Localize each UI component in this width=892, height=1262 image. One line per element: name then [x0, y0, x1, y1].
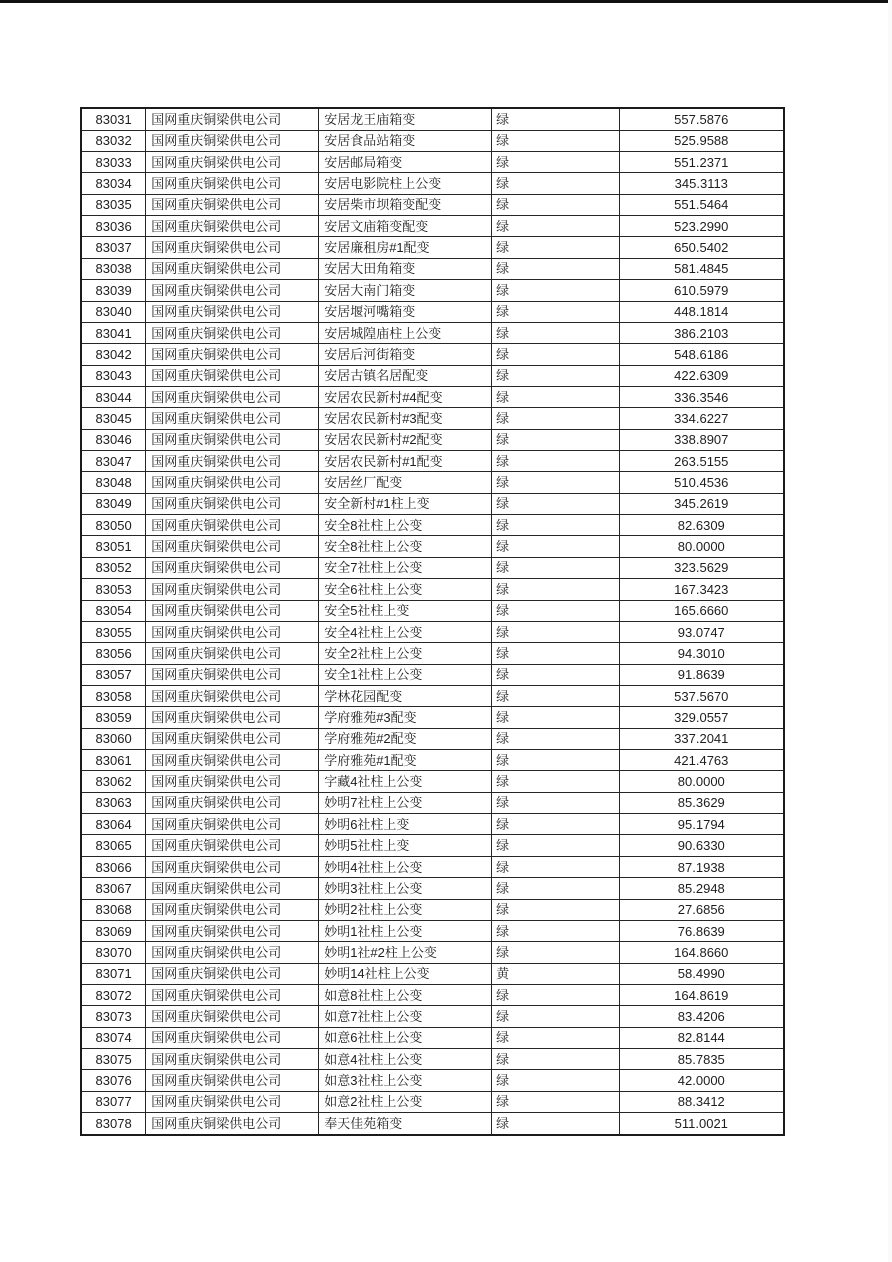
cell-value: 610.5979	[619, 280, 784, 301]
table-row	[81, 493, 784, 514]
cell-company: 国网重庆铜梁供电公司	[146, 856, 319, 877]
cell-name: 安居食品站箱变	[319, 130, 492, 151]
cell-value: 94.3010	[619, 643, 784, 664]
cell-value: 83.4206	[619, 1006, 784, 1027]
table-row	[81, 557, 784, 578]
cell-name: 如意4社柱上公变	[319, 1049, 492, 1070]
cell-company: 国网重庆铜梁供电公司	[146, 664, 319, 685]
cell-status: 绿	[492, 792, 619, 813]
cell-status: 绿	[492, 920, 619, 941]
cell-value: 551.5464	[619, 194, 784, 215]
cell-company: 国网重庆铜梁供电公司	[146, 429, 319, 450]
cell-company: 国网重庆铜梁供电公司	[146, 237, 319, 258]
cell-company: 国网重庆铜梁供电公司	[146, 493, 319, 514]
cell-id: 83070	[81, 942, 146, 963]
cell-company: 国网重庆铜梁供电公司	[146, 557, 319, 578]
cell-status: 绿	[492, 557, 619, 578]
table-row	[81, 792, 784, 813]
cell-company: 国网重庆铜梁供电公司	[146, 451, 319, 472]
cell-company: 国网重庆铜梁供电公司	[146, 1091, 319, 1112]
cell-value: 422.6309	[619, 365, 784, 386]
cell-id: 83054	[81, 600, 146, 621]
cell-id: 83072	[81, 985, 146, 1006]
cell-status: 绿	[492, 237, 619, 258]
table-row	[81, 728, 784, 749]
cell-status: 绿	[492, 750, 619, 771]
cell-name: 妙明4社柱上公变	[319, 856, 492, 877]
cell-status: 绿	[492, 1027, 619, 1048]
cell-name: 妙明7社柱上公变	[319, 792, 492, 813]
cell-id: 83045	[81, 408, 146, 429]
cell-id: 83032	[81, 130, 146, 151]
cell-id: 83040	[81, 301, 146, 322]
cell-value: 85.7835	[619, 1049, 784, 1070]
table-row	[81, 1113, 784, 1135]
cell-id: 83036	[81, 216, 146, 237]
table-row	[81, 130, 784, 151]
cell-name: 奉天佳苑箱变	[319, 1113, 492, 1135]
cell-value: 82.6309	[619, 515, 784, 536]
cell-id: 83068	[81, 899, 146, 920]
table-row	[81, 600, 784, 621]
page-right-edge	[888, 0, 892, 1262]
cell-id: 83077	[81, 1091, 146, 1112]
cell-name: 安全7社柱上公变	[319, 557, 492, 578]
table-row	[81, 408, 784, 429]
cell-value: 27.6856	[619, 899, 784, 920]
cell-company: 国网重庆铜梁供电公司	[146, 600, 319, 621]
cell-name: 安居龙王庙箱变	[319, 108, 492, 130]
cell-value: 42.0000	[619, 1070, 784, 1091]
cell-id: 83069	[81, 920, 146, 941]
cell-name: 学府雅苑#2配变	[319, 728, 492, 749]
table-row	[81, 771, 784, 792]
table-row	[81, 258, 784, 279]
table-row	[81, 237, 784, 258]
power-station-table	[80, 107, 785, 1136]
cell-company: 国网重庆铜梁供电公司	[146, 750, 319, 771]
cell-value: 510.4536	[619, 472, 784, 493]
cell-status: 绿	[492, 1006, 619, 1027]
cell-value: 82.8144	[619, 1027, 784, 1048]
cell-status: 绿	[492, 707, 619, 728]
cell-company: 国网重庆铜梁供电公司	[146, 1006, 319, 1027]
cell-company: 国网重庆铜梁供电公司	[146, 301, 319, 322]
cell-name: 妙明14社柱上公变	[319, 963, 492, 984]
cell-status: 绿	[492, 1070, 619, 1091]
cell-name: 安居文庙箱变配变	[319, 216, 492, 237]
cell-name: 如意3社柱上公变	[319, 1070, 492, 1091]
cell-value: 95.1794	[619, 814, 784, 835]
cell-value: 345.2619	[619, 493, 784, 514]
cell-company: 国网重庆铜梁供电公司	[146, 1070, 319, 1091]
table-row	[81, 216, 784, 237]
cell-value: 650.5402	[619, 237, 784, 258]
table-row	[81, 621, 784, 642]
cell-id: 83043	[81, 365, 146, 386]
cell-company: 国网重庆铜梁供电公司	[146, 621, 319, 642]
cell-id: 83065	[81, 835, 146, 856]
cell-name: 安居大田角箱变	[319, 258, 492, 279]
cell-id: 83075	[81, 1049, 146, 1070]
cell-id: 83052	[81, 557, 146, 578]
cell-company: 国网重庆铜梁供电公司	[146, 814, 319, 835]
cell-id: 83059	[81, 707, 146, 728]
cell-id: 83044	[81, 386, 146, 407]
cell-value: 58.4990	[619, 963, 784, 984]
cell-id: 83049	[81, 493, 146, 514]
cell-value: 329.0557	[619, 707, 784, 728]
table-row	[81, 814, 784, 835]
cell-value: 93.0747	[619, 621, 784, 642]
cell-name: 安居柴市坝箱变配变	[319, 194, 492, 215]
cell-company: 国网重庆铜梁供电公司	[146, 130, 319, 151]
cell-id: 83031	[81, 108, 146, 130]
table-row	[81, 878, 784, 899]
cell-status: 绿	[492, 835, 619, 856]
cell-id: 83064	[81, 814, 146, 835]
cell-status: 绿	[492, 1049, 619, 1070]
cell-value: 511.0021	[619, 1113, 784, 1135]
cell-value: 523.2990	[619, 216, 784, 237]
cell-value: 525.9588	[619, 130, 784, 151]
table-row	[81, 280, 784, 301]
cell-id: 83066	[81, 856, 146, 877]
cell-company: 国网重庆铜梁供电公司	[146, 280, 319, 301]
cell-status: 绿	[492, 173, 619, 194]
table-row	[81, 750, 784, 771]
cell-status: 绿	[492, 685, 619, 706]
cell-status: 绿	[492, 1091, 619, 1112]
cell-id: 83061	[81, 750, 146, 771]
cell-value: 336.3546	[619, 386, 784, 407]
cell-value: 338.8907	[619, 429, 784, 450]
cell-company: 国网重庆铜梁供电公司	[146, 579, 319, 600]
cell-company: 国网重庆铜梁供电公司	[146, 1113, 319, 1135]
cell-status: 绿	[492, 1113, 619, 1135]
table-row	[81, 1049, 784, 1070]
cell-company: 国网重庆铜梁供电公司	[146, 942, 319, 963]
table-row	[81, 920, 784, 941]
cell-id: 83035	[81, 194, 146, 215]
cell-name: 安全新村#1柱上变	[319, 493, 492, 514]
cell-company: 国网重庆铜梁供电公司	[146, 728, 319, 749]
cell-name: 学府雅苑#1配变	[319, 750, 492, 771]
cell-id: 83071	[81, 963, 146, 984]
table-row	[81, 579, 784, 600]
cell-value: 91.8639	[619, 664, 784, 685]
cell-company: 国网重庆铜梁供电公司	[146, 258, 319, 279]
cell-name: 如意2社柱上公变	[319, 1091, 492, 1112]
cell-value: 165.6660	[619, 600, 784, 621]
cell-value: 334.6227	[619, 408, 784, 429]
cell-status: 绿	[492, 878, 619, 899]
cell-id: 83033	[81, 151, 146, 172]
cell-value: 537.5670	[619, 685, 784, 706]
table-row	[81, 899, 784, 920]
cell-company: 国网重庆铜梁供电公司	[146, 835, 319, 856]
table-row	[81, 365, 784, 386]
cell-id: 83078	[81, 1113, 146, 1135]
top-edge-bar	[0, 0, 892, 3]
cell-status: 绿	[492, 515, 619, 536]
cell-name: 安居邮局箱变	[319, 151, 492, 172]
cell-name: 安全8社柱上公变	[319, 536, 492, 557]
cell-name: 安全5社柱上变	[319, 600, 492, 621]
cell-value: 581.4845	[619, 258, 784, 279]
cell-value: 80.0000	[619, 771, 784, 792]
cell-name: 妙明3社柱上公变	[319, 878, 492, 899]
cell-company: 国网重庆铜梁供电公司	[146, 643, 319, 664]
table-row	[81, 685, 784, 706]
cell-id: 83053	[81, 579, 146, 600]
cell-status: 绿	[492, 322, 619, 343]
cell-value: 164.8660	[619, 942, 784, 963]
cell-company: 国网重庆铜梁供电公司	[146, 386, 319, 407]
cell-name: 安全6社柱上公变	[319, 579, 492, 600]
cell-company: 国网重庆铜梁供电公司	[146, 408, 319, 429]
cell-status: 绿	[492, 985, 619, 1006]
table-row	[81, 151, 784, 172]
cell-name: 安居后河街箱变	[319, 344, 492, 365]
cell-id: 83058	[81, 685, 146, 706]
table-row	[81, 1091, 784, 1112]
cell-status: 绿	[492, 216, 619, 237]
cell-status: 绿	[492, 258, 619, 279]
cell-status: 绿	[492, 579, 619, 600]
table-row	[81, 194, 784, 215]
table-row	[81, 386, 784, 407]
cell-status: 绿	[492, 536, 619, 557]
cell-name: 安全8社柱上公变	[319, 515, 492, 536]
cell-value: 557.5876	[619, 108, 784, 130]
table-row	[81, 108, 784, 130]
table-row	[81, 1070, 784, 1091]
cell-value: 90.6330	[619, 835, 784, 856]
cell-company: 国网重庆铜梁供电公司	[146, 322, 319, 343]
cell-company: 国网重庆铜梁供电公司	[146, 899, 319, 920]
cell-value: 164.8619	[619, 985, 784, 1006]
cell-value: 548.6186	[619, 344, 784, 365]
cell-name: 安全2社柱上公变	[319, 643, 492, 664]
cell-status: 绿	[492, 301, 619, 322]
table-row	[81, 536, 784, 557]
cell-value: 85.3629	[619, 792, 784, 813]
cell-company: 国网重庆铜梁供电公司	[146, 108, 319, 130]
cell-status: 绿	[492, 408, 619, 429]
table-row	[81, 835, 784, 856]
table-row	[81, 643, 784, 664]
cell-name: 学府雅苑#3配变	[319, 707, 492, 728]
cell-value: 87.1938	[619, 856, 784, 877]
table-row	[81, 707, 784, 728]
cell-id: 83046	[81, 429, 146, 450]
cell-id: 83057	[81, 664, 146, 685]
cell-company: 国网重庆铜梁供电公司	[146, 194, 319, 215]
cell-company: 国网重庆铜梁供电公司	[146, 536, 319, 557]
cell-value: 345.3113	[619, 173, 784, 194]
table-row	[81, 963, 784, 984]
cell-status: 绿	[492, 942, 619, 963]
cell-company: 国网重庆铜梁供电公司	[146, 216, 319, 237]
cell-id: 83067	[81, 878, 146, 899]
table-row	[81, 173, 784, 194]
cell-status: 绿	[492, 365, 619, 386]
cell-name: 安全4社柱上公变	[319, 621, 492, 642]
cell-status: 绿	[492, 621, 619, 642]
cell-id: 83041	[81, 322, 146, 343]
cell-status: 绿	[492, 429, 619, 450]
table-row	[81, 344, 784, 365]
cell-value: 263.5155	[619, 451, 784, 472]
cell-value: 551.2371	[619, 151, 784, 172]
cell-company: 国网重庆铜梁供电公司	[146, 707, 319, 728]
cell-id: 83050	[81, 515, 146, 536]
cell-company: 国网重庆铜梁供电公司	[146, 1049, 319, 1070]
cell-status: 绿	[492, 643, 619, 664]
cell-status: 绿	[492, 771, 619, 792]
cell-name: 安居城隍庙柱上公变	[319, 322, 492, 343]
cell-id: 83034	[81, 173, 146, 194]
cell-name: 安全1社柱上公变	[319, 664, 492, 685]
table-row	[81, 429, 784, 450]
cell-value: 323.5629	[619, 557, 784, 578]
cell-id: 83037	[81, 237, 146, 258]
cell-company: 国网重庆铜梁供电公司	[146, 920, 319, 941]
cell-name: 安居古镇名居配变	[319, 365, 492, 386]
cell-status: 绿	[492, 728, 619, 749]
table-body	[81, 108, 784, 1135]
cell-name: 安居农民新村#4配变	[319, 386, 492, 407]
cell-value: 85.2948	[619, 878, 784, 899]
cell-company: 国网重庆铜梁供电公司	[146, 515, 319, 536]
cell-name: 安居农民新村#3配变	[319, 408, 492, 429]
cell-company: 国网重庆铜梁供电公司	[146, 792, 319, 813]
cell-name: 如意8社柱上公变	[319, 985, 492, 1006]
cell-id: 83056	[81, 643, 146, 664]
cell-value: 76.8639	[619, 920, 784, 941]
cell-id: 83063	[81, 792, 146, 813]
cell-name: 妙明2社柱上公变	[319, 899, 492, 920]
cell-name: 妙明1社#2柱上公变	[319, 942, 492, 963]
cell-id: 83038	[81, 258, 146, 279]
cell-company: 国网重庆铜梁供电公司	[146, 963, 319, 984]
cell-status: 黄	[492, 963, 619, 984]
cell-status: 绿	[492, 600, 619, 621]
cell-company: 国网重庆铜梁供电公司	[146, 151, 319, 172]
table-row	[81, 664, 784, 685]
cell-id: 83042	[81, 344, 146, 365]
cell-name: 安居大南门箱变	[319, 280, 492, 301]
cell-status: 绿	[492, 130, 619, 151]
cell-id: 83076	[81, 1070, 146, 1091]
cell-status: 绿	[492, 899, 619, 920]
cell-id: 83073	[81, 1006, 146, 1027]
cell-status: 绿	[492, 151, 619, 172]
cell-id: 83060	[81, 728, 146, 749]
cell-status: 绿	[492, 814, 619, 835]
cell-status: 绿	[492, 664, 619, 685]
table-row	[81, 301, 784, 322]
cell-company: 国网重庆铜梁供电公司	[146, 771, 319, 792]
cell-company: 国网重庆铜梁供电公司	[146, 344, 319, 365]
cell-name: 安居电影院柱上公变	[319, 173, 492, 194]
table-row	[81, 985, 784, 1006]
cell-name: 安居农民新村#2配变	[319, 429, 492, 450]
cell-name: 安居堰河嘴箱变	[319, 301, 492, 322]
cell-id: 83047	[81, 451, 146, 472]
cell-id: 83062	[81, 771, 146, 792]
cell-value: 167.3423	[619, 579, 784, 600]
cell-name: 妙明1社柱上公变	[319, 920, 492, 941]
table-row	[81, 322, 784, 343]
cell-status: 绿	[492, 451, 619, 472]
cell-status: 绿	[492, 493, 619, 514]
cell-status: 绿	[492, 280, 619, 301]
cell-status: 绿	[492, 108, 619, 130]
cell-status: 绿	[492, 386, 619, 407]
cell-name: 安居廉租房#1配变	[319, 237, 492, 258]
cell-id: 83074	[81, 1027, 146, 1048]
cell-value: 88.3412	[619, 1091, 784, 1112]
table-row	[81, 856, 784, 877]
cell-company: 国网重庆铜梁供电公司	[146, 173, 319, 194]
cell-name: 学林花园配变	[319, 685, 492, 706]
cell-name: 妙明5社柱上变	[319, 835, 492, 856]
cell-status: 绿	[492, 194, 619, 215]
cell-status: 绿	[492, 344, 619, 365]
cell-name: 如意7社柱上公变	[319, 1006, 492, 1027]
table-row	[81, 451, 784, 472]
cell-id: 83039	[81, 280, 146, 301]
cell-value: 386.2103	[619, 322, 784, 343]
cell-name: 如意6社柱上公变	[319, 1027, 492, 1048]
cell-status: 绿	[492, 472, 619, 493]
cell-company: 国网重庆铜梁供电公司	[146, 365, 319, 386]
cell-value: 80.0000	[619, 536, 784, 557]
cell-value: 448.1814	[619, 301, 784, 322]
cell-company: 国网重庆铜梁供电公司	[146, 985, 319, 1006]
table-row	[81, 472, 784, 493]
cell-company: 国网重庆铜梁供电公司	[146, 1027, 319, 1048]
cell-company: 国网重庆铜梁供电公司	[146, 878, 319, 899]
table-row	[81, 942, 784, 963]
cell-id: 83055	[81, 621, 146, 642]
cell-name: 字藏4社柱上公变	[319, 771, 492, 792]
cell-value: 337.2041	[619, 728, 784, 749]
table-row	[81, 515, 784, 536]
cell-name: 安居丝厂配变	[319, 472, 492, 493]
cell-status: 绿	[492, 856, 619, 877]
cell-name: 安居农民新村#1配变	[319, 451, 492, 472]
table-row	[81, 1006, 784, 1027]
cell-value: 421.4763	[619, 750, 784, 771]
cell-name: 妙明6社柱上变	[319, 814, 492, 835]
table-row	[81, 1027, 784, 1048]
cell-company: 国网重庆铜梁供电公司	[146, 472, 319, 493]
cell-company: 国网重庆铜梁供电公司	[146, 685, 319, 706]
cell-id: 83051	[81, 536, 146, 557]
cell-id: 83048	[81, 472, 146, 493]
